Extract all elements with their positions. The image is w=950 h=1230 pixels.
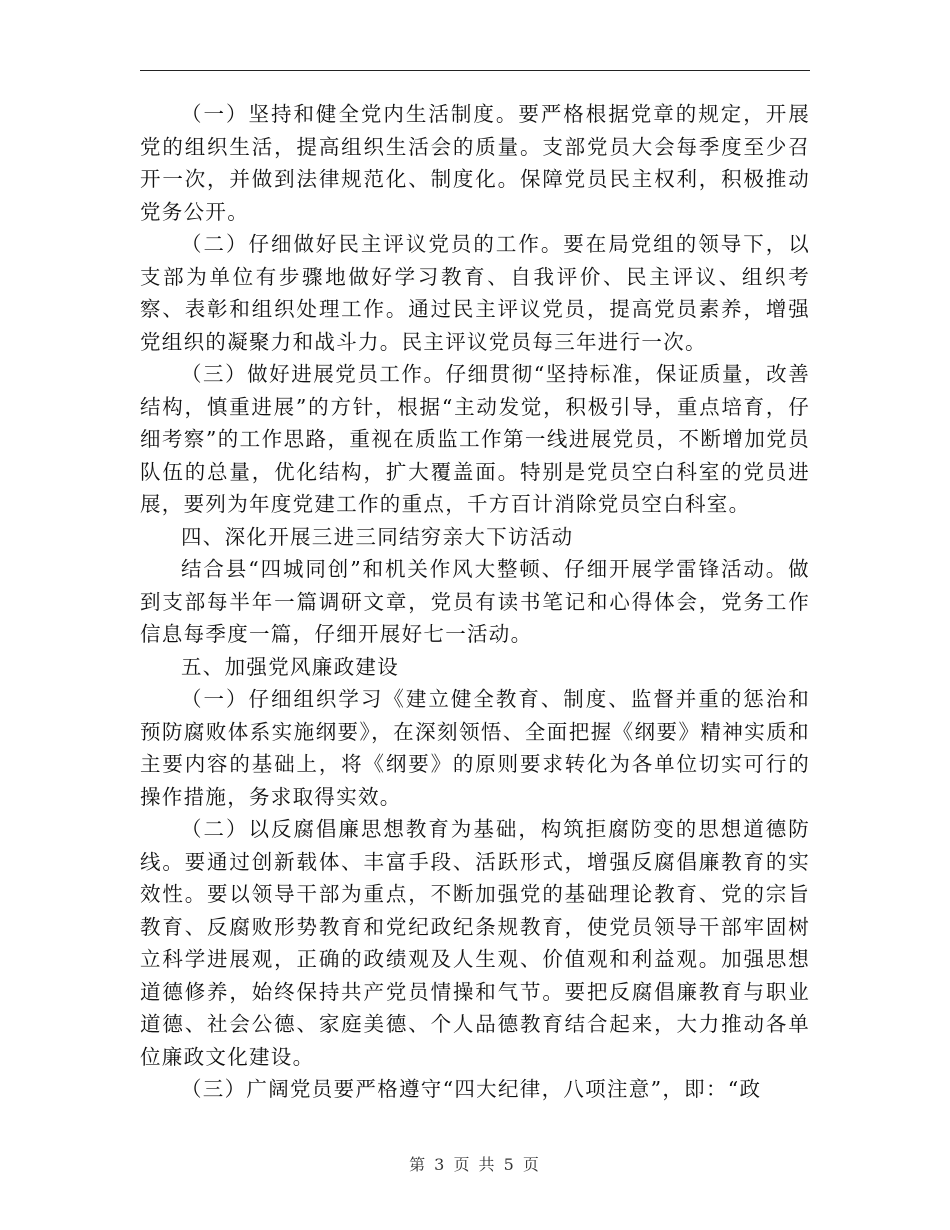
paragraph: （一）坚持和健全党内生活制度。要严格根据党章的规定，开展党的组织生活，提高组织生活会的质量。支部党员大会每季度至少召开一次，并做到法律规范化、制度化。保障党员民主权利，积极推动党务公开。 [140,102,810,224]
page-number: 第 3 页 共 5 页 [409,1155,541,1174]
paragraph: （三）做好进展党员工作。仔细贯彻“坚持标准，保证质量，改善结构，慎重进展”的方针，根据“主动发觉，积极引导，重点培育，仔细考察”的工作思路，重视在质监工作第一线进展党员，不断增加党员队伍的总量，优化结构，扩大覆盖面。特别是党员空白科室的党员进展，要列为年度党建工作的重点，千方百计消除党员空白科室。 [140,362,810,516]
paragraph: （二）仔细做好民主评议党员的工作。要在局党组的领导下，以支部为单位有步骤地做好学习教育、自我评价、民主评议、组织考察、表彰和组织处理工作。通过民主评议党员，提高党员素养，增强党组织的凝聚力和战斗力。民主评议党员每三年进行一次。 [140,232,810,354]
paragraph: 结合县“四城同创”和机关作风大整顿、仔细开展学雷锋活动。做到支部每半年一篇调研文章，党员有读书笔记和心得体会，党务工作信息每季度一篇，仔细开展好七一活动。 [140,557,810,646]
paragraph: （二）以反腐倡廉思想教育为基础，构筑拒腐防变的思想道德防线。要通过创新载体、丰富手段、活跃形式，增强反腐倡廉教育的实效性。要以领导干部为重点，不断加强党的基础理论教育、党的宗旨教育、反腐败形势教育和党纪政纪条规教育，使党员领导干部牢固树立科学进展观，正确的政绩观及人生观、价值观和利益观。加强思想道德修养，始终保持共产党员情操和气节。要把反腐倡廉教育与职业道德、社会公德、家庭美德、个人品德教育结合起来，大力推动各单位廉政文化建设。 [140,817,810,1069]
document-body [140,98,810,1106]
section-heading: 四、深化开展三进三同结穷亲大下访活动 [181,524,574,549]
paragraph: （一）仔细组织学习《建立健全教育、制度、监督并重的惩治和预防腐败体系实施纲要》，在深刻领悟、全面把握《纲要》精神实质和主要内容的基础上，将《纲要》的原则要求转化为各单位切实可行的操作措施，务求取得实效。 [140,687,810,809]
paragraph: （三）广阔党员要严格遵守“四大纪律，八项注意”，即：“政 [181,1077,762,1101]
section-heading: 五、加强党风廉政建设 [181,654,399,679]
header-rule [140,70,810,71]
